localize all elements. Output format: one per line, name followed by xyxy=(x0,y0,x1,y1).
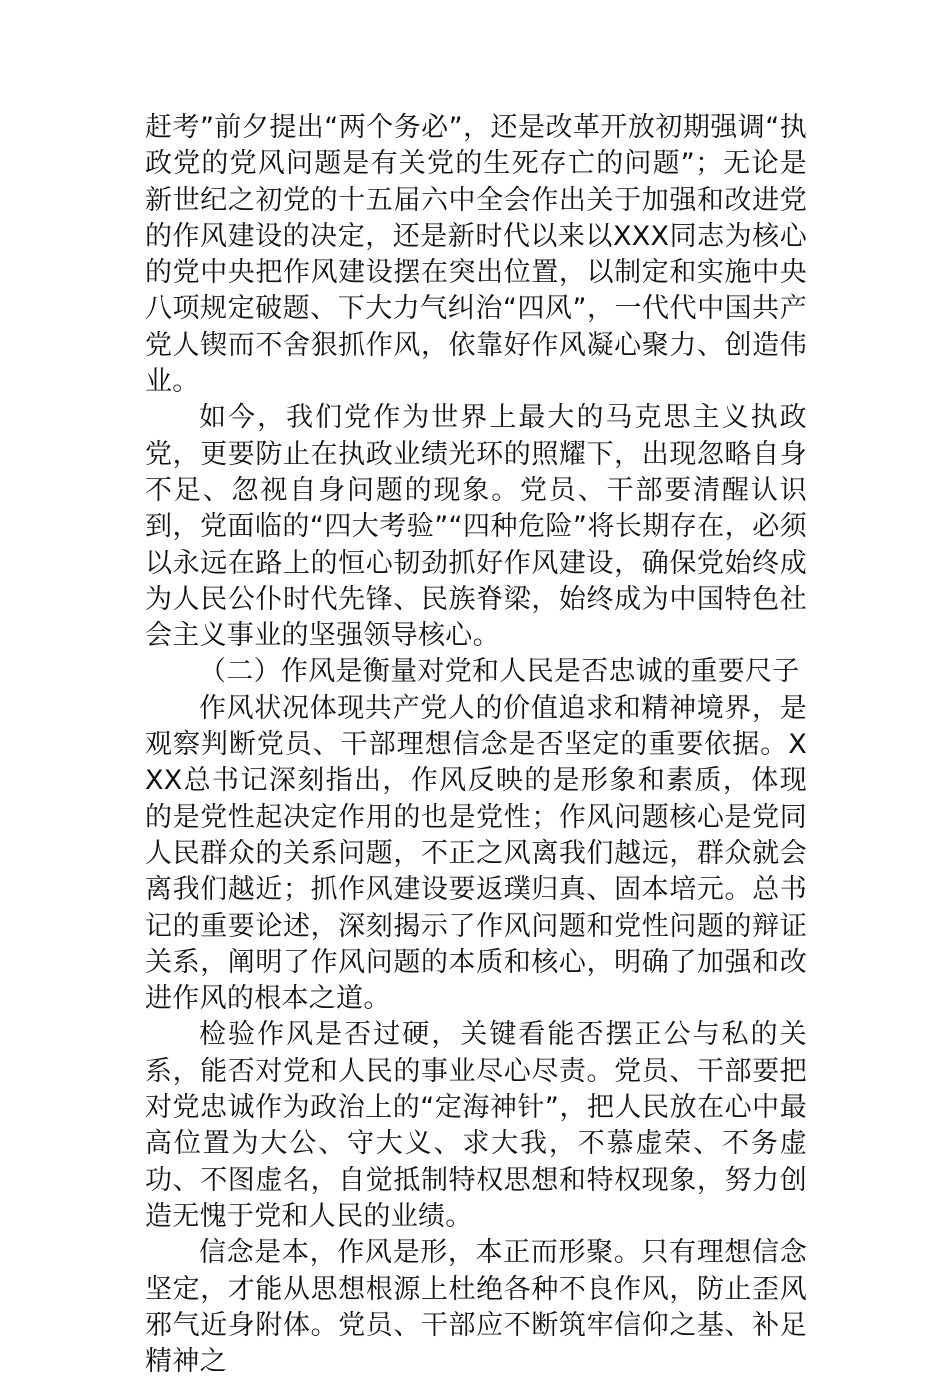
paragraph-1: 赶考”前夕提出“两个务必”，还是改革开放初期强调“执政党的党风问题是有关党的生死存亡的问题”；无论是新世纪之初党的十五届六中全会作出关于加强和改进党的作风建设的决定，还是新时代以来以XXX同志为核心的党中央把作风建设摆在突出位置，以制定和实施中央八项规定破题、下大力气纠治“四风”，一代代中国共产党人锲而不舍狠抓作风，依靠好作风凝心聚力、创造伟业。 xyxy=(145,112,807,398)
paragraph-2: 如今，我们党作为世界上最大的马克思主义执政党，更要防止在执政业绩光环的照耀下，出现忽略自身不足、忽视自身问题的现象。党员、干部要清醒认识到，党面临的“四大考验”“四种危险”将长期存在，必须以永远在路上的恒心韧劲抓好作风建设，确保党始终成为人民公仆时代先锋、民族脊梁，始终成为中国特色社会主义事业的坚强领导核心。 xyxy=(145,402,807,652)
paragraph-4: 检验作风是否过硬，关键看能否摆正公与私的关系，能否对党和人民的事业尽心尽责。党员、干部要把对党忠诚作为政治上的“定海神针”，把人民放在心中最高位置为大公、守大义、求大我，不慕虚荣、不务虚功、不图虚名，自觉抵制特权思想和特权现象，努力创造无愧于党和人民的业绩。 xyxy=(145,1019,807,1232)
paragraph-5: 信念是本，作风是形，本正而形聚。只有理想信念坚定，才能从思想根源上杜绝各种不良作风，防止歪风邪气近身附体。党员、干部应不断筑牢信仰之基、补足精神之 xyxy=(145,1237,807,1378)
section-heading-2: （二）作风是衡量对党和人民是否忠诚的重要尺子 xyxy=(199,656,800,688)
paragraph-3: 作风状况体现共产党人的价值追求和精神境界，是观察判断党员、干部理想信念是否坚定的重要依据。XXX总书记深刻指出，作风反映的是形象和素质，体现的是党性起决定作用的也是党性；作风问题核心是党同人民群众的关系问题，不正之风离我们越远，群众就会离我们越近；抓作风建设要返璞归真、固本培元。总书记的重要论述，深刻揭示了作风问题和党性问题的辩证关系，阐明了作风问题的本质和核心，明确了加强和改进作风的根本之道。 xyxy=(145,692,807,1015)
document-body xyxy=(145,110,807,1380)
